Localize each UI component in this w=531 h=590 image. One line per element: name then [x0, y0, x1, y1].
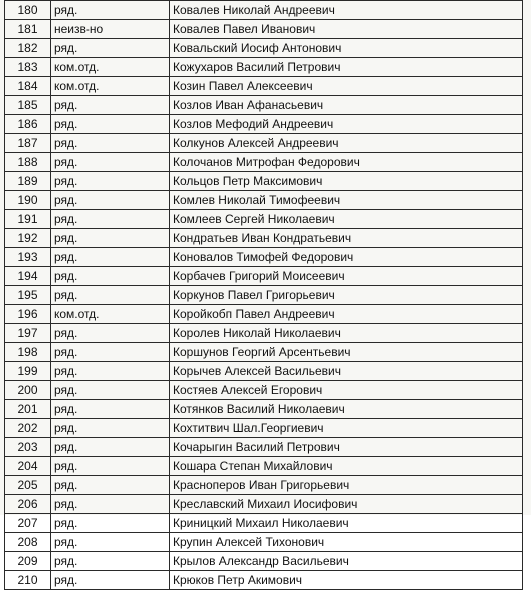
full-name-cell: Крылов Александр Васильевич: [170, 552, 523, 571]
table-row: [5, 191, 523, 210]
row-number-cell: 193: [5, 248, 51, 267]
table-row: [5, 305, 523, 324]
row-number-cell: 204: [5, 457, 51, 476]
full-name-cell: Ковалев Николай Андреевич: [170, 1, 523, 20]
rank-cell: ряд.: [51, 1, 170, 20]
table-row: [5, 343, 523, 362]
row-number-cell: 206: [5, 495, 51, 514]
table-row: [5, 400, 523, 419]
table-row: [5, 457, 523, 476]
row-number-cell: 203: [5, 438, 51, 457]
table-row: [5, 286, 523, 305]
table-row: [5, 172, 523, 191]
row-number-cell: 182: [5, 39, 51, 58]
full-name-cell: Комлеев Сергей Николаевич: [170, 210, 523, 229]
rank-cell: ряд.: [51, 400, 170, 419]
row-number-cell: 198: [5, 343, 51, 362]
rank-cell: ряд.: [51, 229, 170, 248]
rank-cell: неизв-но: [51, 20, 170, 39]
row-number-cell: 186: [5, 115, 51, 134]
table-row: [5, 96, 523, 115]
row-number-cell: 184: [5, 77, 51, 96]
rank-cell: ряд.: [51, 267, 170, 286]
rank-cell: ряд.: [51, 39, 170, 58]
table-row: [5, 134, 523, 153]
table-row: [5, 153, 523, 172]
table-row: [5, 495, 523, 514]
row-number-cell: 207: [5, 514, 51, 533]
table-row: [5, 58, 523, 77]
row-number-cell: 188: [5, 153, 51, 172]
full-name-cell: Комлев Николай Тимофеевич: [170, 191, 523, 210]
row-number-cell: 185: [5, 96, 51, 115]
rank-cell: ряд.: [51, 381, 170, 400]
row-number-cell: 189: [5, 172, 51, 191]
rank-cell: ряд.: [51, 438, 170, 457]
rank-cell: ряд.: [51, 514, 170, 533]
row-number-cell: 209: [5, 552, 51, 571]
full-name-cell: Кочарыгин Василий Петрович: [170, 438, 523, 457]
full-name-cell: Кожухаров Василий Петрович: [170, 58, 523, 77]
full-name-cell: Коновалов Тимофей Федорович: [170, 248, 523, 267]
table-row: [5, 1, 523, 20]
full-name-cell: Козин Павел Алексеевич: [170, 77, 523, 96]
rank-cell: ряд.: [51, 476, 170, 495]
rank-cell: ряд.: [51, 172, 170, 191]
row-number-cell: 190: [5, 191, 51, 210]
row-number-cell: 199: [5, 362, 51, 381]
table-row: [5, 324, 523, 343]
table-row: [5, 267, 523, 286]
table-row: [5, 533, 523, 552]
row-number-cell: 192: [5, 229, 51, 248]
row-number-cell: 194: [5, 267, 51, 286]
rank-cell: ряд.: [51, 191, 170, 210]
full-name-cell: Креславский Михаил Иосифович: [170, 495, 523, 514]
full-name-cell: Крупин Алексей Тихонович: [170, 533, 523, 552]
table-row: [5, 210, 523, 229]
full-name-cell: Козлов Иван Афанасьевич: [170, 96, 523, 115]
row-number-cell: 187: [5, 134, 51, 153]
table-row: [5, 571, 523, 590]
full-name-cell: Коркунов Павел Григорьевич: [170, 286, 523, 305]
rank-cell: ряд.: [51, 362, 170, 381]
row-number-cell: 183: [5, 58, 51, 77]
full-name-cell: Кошара Степан Михайлович: [170, 457, 523, 476]
rank-cell: ряд.: [51, 419, 170, 438]
roster-table-body: [5, 1, 523, 590]
row-number-cell: 205: [5, 476, 51, 495]
table-row: [5, 438, 523, 457]
full-name-cell: Кольцов Петр Максимович: [170, 172, 523, 191]
full-name-cell: Котянков Василий Николаевич: [170, 400, 523, 419]
row-number-cell: 201: [5, 400, 51, 419]
rank-cell: ряд.: [51, 457, 170, 476]
table-row: [5, 20, 523, 39]
rank-cell: ряд.: [51, 495, 170, 514]
rank-cell: ряд.: [51, 153, 170, 172]
rank-cell: ряд.: [51, 210, 170, 229]
full-name-cell: Корбачев Григорий Моисеевич: [170, 267, 523, 286]
table-row: [5, 381, 523, 400]
full-name-cell: Кондратьев Иван Кондратьевич: [170, 229, 523, 248]
row-number-cell: 197: [5, 324, 51, 343]
row-number-cell: 191: [5, 210, 51, 229]
rank-cell: ком.отд.: [51, 58, 170, 77]
full-name-cell: Козлов Мефодий Андреевич: [170, 115, 523, 134]
row-number-cell: 208: [5, 533, 51, 552]
rank-cell: ряд.: [51, 343, 170, 362]
rank-cell: ряд.: [51, 248, 170, 267]
row-number-cell: 195: [5, 286, 51, 305]
full-name-cell: Колочанов Митрофан Федорович: [170, 153, 523, 172]
table-row: [5, 77, 523, 96]
row-number-cell: 180: [5, 1, 51, 20]
table-row: [5, 362, 523, 381]
full-name-cell: Ковальский Иосиф Антонович: [170, 39, 523, 58]
full-name-cell: Костяев Алексей Егорович: [170, 381, 523, 400]
row-number-cell: 181: [5, 20, 51, 39]
full-name-cell: Кохтитвич Шал.Георгиевич: [170, 419, 523, 438]
table-row: [5, 476, 523, 495]
rank-cell: ряд.: [51, 571, 170, 590]
rank-cell: ряд.: [51, 552, 170, 571]
rank-cell: ряд.: [51, 115, 170, 134]
table-row: [5, 248, 523, 267]
table-row: [5, 115, 523, 134]
rank-cell: ком.отд.: [51, 305, 170, 324]
rank-cell: ряд.: [51, 533, 170, 552]
full-name-cell: Криницкий Михаил Николаевич: [170, 514, 523, 533]
table-row: [5, 419, 523, 438]
rank-cell: ряд.: [51, 324, 170, 343]
table-row: [5, 229, 523, 248]
full-name-cell: Корычев Алексей Васильевич: [170, 362, 523, 381]
row-number-cell: 210: [5, 571, 51, 590]
roster-table: [4, 0, 523, 590]
row-number-cell: 202: [5, 419, 51, 438]
full-name-cell: Коройкобп Павел Андреевич: [170, 305, 523, 324]
row-number-cell: 200: [5, 381, 51, 400]
full-name-cell: Ковалев Павел Иванович: [170, 20, 523, 39]
row-number-cell: 196: [5, 305, 51, 324]
rank-cell: ком.отд.: [51, 77, 170, 96]
table-row: [5, 552, 523, 571]
rank-cell: ряд.: [51, 134, 170, 153]
full-name-cell: Крюков Петр Акимович: [170, 571, 523, 590]
rank-cell: ряд.: [51, 286, 170, 305]
rank-cell: ряд.: [51, 96, 170, 115]
table-row: [5, 514, 523, 533]
full-name-cell: Красноперов Иван Григорьевич: [170, 476, 523, 495]
full-name-cell: Королев Николай Николаевич: [170, 324, 523, 343]
table-row: [5, 39, 523, 58]
full-name-cell: Колкунов Алексей Андреевич: [170, 134, 523, 153]
full-name-cell: Коршунов Георгий Арсентьевич: [170, 343, 523, 362]
